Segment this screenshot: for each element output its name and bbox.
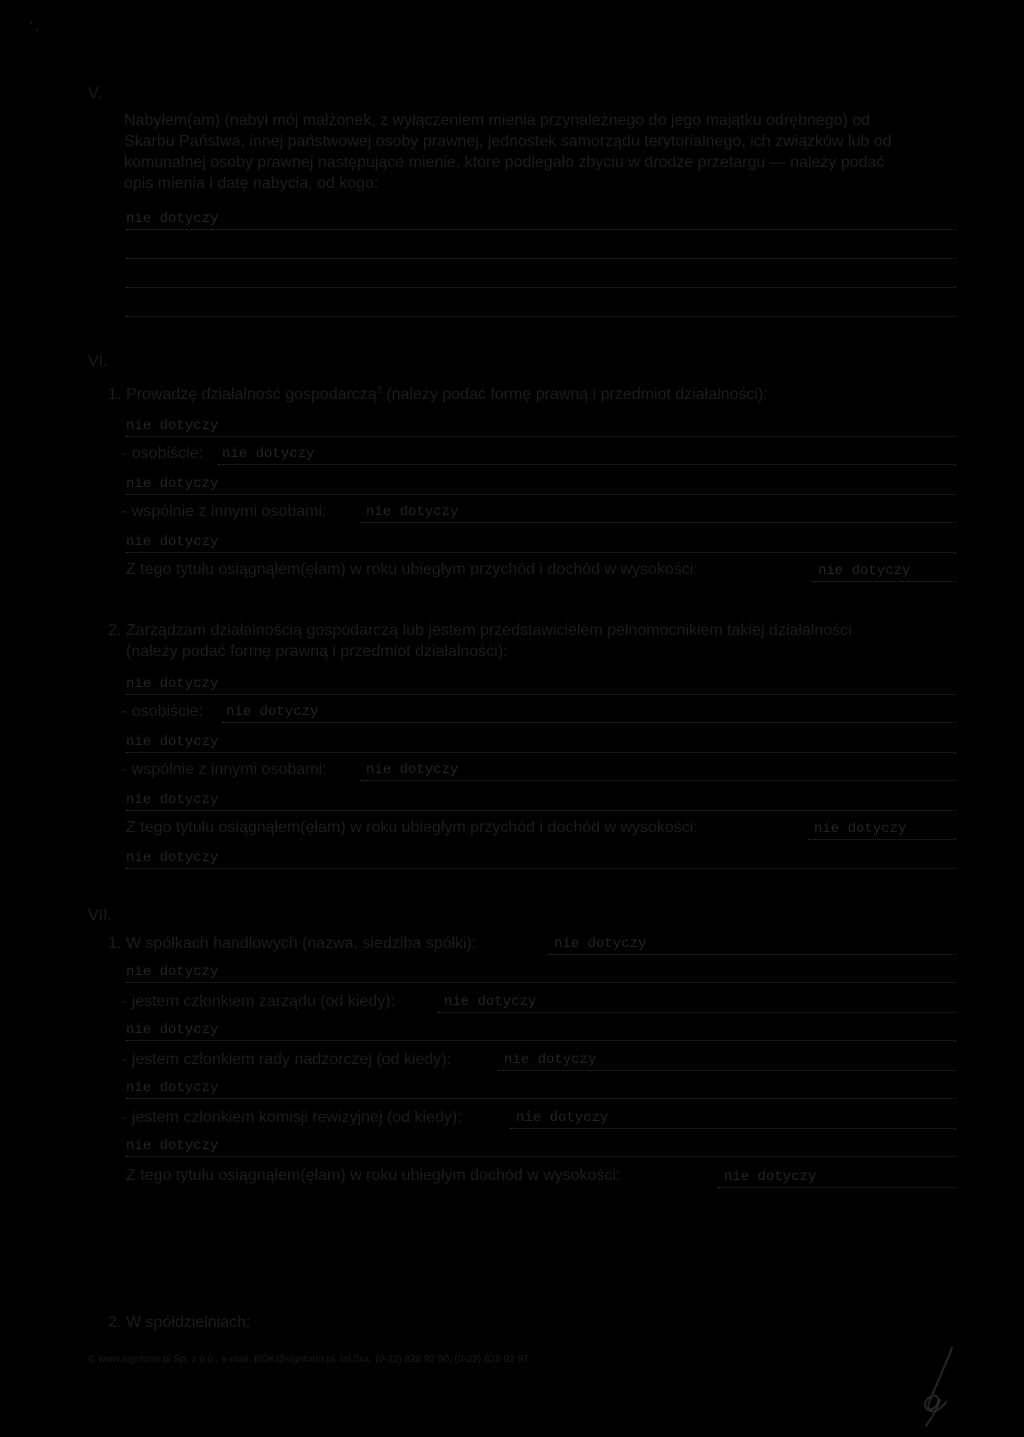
- section-vi-item1-answer2: nie dotyczy: [126, 476, 219, 492]
- signature-stroke: [925, 1348, 952, 1426]
- section-vi-item1-number: 1.: [108, 386, 122, 403]
- section-vi-item2-answer3: nie dotyczy: [126, 792, 219, 808]
- section-vii-roman: VII.: [88, 907, 113, 924]
- section-vi-item2-number: 2.: [108, 622, 122, 639]
- section-vii-supervisory-label: - jestem członkiem rady nadzorczej (od kiedy):: [122, 1051, 452, 1068]
- dotted-line: [808, 839, 956, 840]
- dotted-line: [510, 1128, 956, 1129]
- dotted-line: [126, 752, 956, 753]
- section-vi-item1-label-main: Prowadzę działalność gospodarczą: [126, 386, 377, 403]
- dotted-line: [126, 316, 956, 317]
- section-vii-supervisory-value: nie dotyczy: [504, 1052, 597, 1068]
- dotted-line: [498, 1070, 956, 1071]
- section-vii-item1-label: W spółkach handlowych (nazwa, siedziba spółki):: [126, 935, 477, 952]
- section-vi-item1-jointly-label: - wspólnie z innymi osobami:: [122, 503, 327, 520]
- section-v-text: Nabyłem(am) (nabył mój małżonek, z wyłączeniem mienia przynależnego do jego majątku odrębnego) od Skarbu Państwa, innej państwowej osoby prawnej, jednostek samorządu terytorialnego, ich związków lub od komunalnej osoby prawnej następujące mienie, które podlegało zbyciu w drodze przetargu — należy podać opis mienia i datę nabycia, od kogo:: [124, 112, 892, 192]
- dotted-line: [126, 494, 956, 495]
- section-vii-item1-answer2: nie dotyczy: [126, 1022, 219, 1038]
- section-vii-income-value: nie dotyczy: [724, 1169, 817, 1185]
- footer-copyright: © www.signform.pl Sp. z o.o., e-mail: BOK@signform.pl, tel./fax. (0-22) 828 92 90, (0-22) 828 92 97: [88, 1354, 529, 1365]
- section-vii-item2-number: 2.: [108, 1314, 122, 1331]
- section-vi-item1-answer1: nie dotyczy: [126, 418, 219, 434]
- dotted-line: [126, 694, 956, 695]
- section-vi-item1-income-label: Z tego tytułu osiągnąłem(ęłam) w roku ubiegłym przychód i dochód w wysokości:: [126, 561, 698, 578]
- dotted-line: [126, 552, 956, 553]
- section-vii-board-value: nie dotyczy: [444, 994, 537, 1010]
- dotted-line: [126, 229, 956, 230]
- section-v-answer: nie dotyczy: [126, 211, 219, 227]
- dotted-line: [222, 722, 956, 723]
- section-vi-item2-jointly-label: - wspólnie z innymi osobami:: [122, 761, 327, 778]
- dotted-line: [126, 258, 956, 259]
- dotted-line: [812, 581, 956, 582]
- section-vi-item2-answer1: nie dotyczy: [126, 676, 219, 692]
- section-vi-item2-label: Zarządzam działalnością gospodarczą lub jestem przedstawicielem pełnomocnikiem takiej działalności (należy podać formę prawną i przedmiot działalności):: [126, 622, 852, 660]
- section-vi-item1-personally-value: nie dotyczy: [222, 446, 315, 462]
- section-vi-item2-answer4: nie dotyczy: [126, 850, 219, 866]
- footnote-marker: 2: [376, 384, 382, 395]
- section-vi-item1-jointly-value: nie dotyczy: [366, 504, 459, 520]
- section-vi-item2-personally-label: - osobiście:: [122, 703, 203, 720]
- section-vii-board-label: - jestem członkiem zarządu (od kiedy):: [122, 993, 395, 1010]
- section-vii-income-label: Z tego tytułu osiągnąłem(ęłam) w roku ubiegłym dochód w wysokości:: [126, 1167, 621, 1184]
- dotted-line: [126, 810, 956, 811]
- dotted-line: [126, 1156, 956, 1157]
- dotted-line: [126, 868, 956, 869]
- section-vii-item1-number: 1.: [108, 935, 122, 952]
- corner-marks: ' ,: [30, 19, 39, 33]
- section-vii-item1-answer4: nie dotyczy: [126, 1138, 219, 1154]
- dotted-line: [360, 780, 956, 781]
- section-vi-item2-answer2: nie dotyczy: [126, 734, 219, 750]
- section-vi-item2-income-value: nie dotyczy: [814, 821, 907, 837]
- section-vi-item2-personally-value: nie dotyczy: [226, 704, 319, 720]
- section-vii-item1-value: nie dotyczy: [554, 936, 647, 952]
- section-vi-item2-income-label: Z tego tytułu osiągnąłem(ęłam) w roku ubiegłym przychód i dochód w wysokości:: [126, 819, 698, 836]
- section-vii-audit-value: nie dotyczy: [516, 1110, 609, 1126]
- signature-initials: [900, 1340, 980, 1430]
- section-vi-item1-personally-label: - osobiście:: [122, 445, 203, 462]
- section-vi-item2-jointly-value: nie dotyczy: [366, 762, 459, 778]
- dotted-line: [718, 1187, 956, 1188]
- dotted-line: [126, 287, 956, 288]
- section-vii-item1-answer3: nie dotyczy: [126, 1080, 219, 1096]
- section-vi-item1-label-tail: (należy podać formę prawną i przedmiot działalności):: [386, 386, 768, 403]
- dotted-line: [218, 464, 956, 465]
- dotted-line: [360, 522, 956, 523]
- dotted-line: [126, 436, 956, 437]
- section-vii-item2-label: W spółdzielniach:: [126, 1314, 251, 1331]
- dotted-line: [126, 1040, 956, 1041]
- section-vi-roman: VI.: [88, 353, 108, 370]
- dotted-line: [126, 1098, 956, 1099]
- section-v-roman: V.: [88, 85, 102, 102]
- section-vi-item1-answer3: nie dotyczy: [126, 534, 219, 550]
- dotted-line: [548, 954, 956, 955]
- section-vi-item1-income-value: nie dotyczy: [818, 563, 911, 579]
- dotted-line: [126, 982, 956, 983]
- section-vi-item1-label: [126, 385, 768, 405]
- section-vii-audit-label: - jestem członkiem komisji rewizyjnej (od kiedy):: [122, 1109, 462, 1126]
- dotted-line: [438, 1012, 956, 1013]
- section-vii-item1-answer1: nie dotyczy: [126, 964, 219, 980]
